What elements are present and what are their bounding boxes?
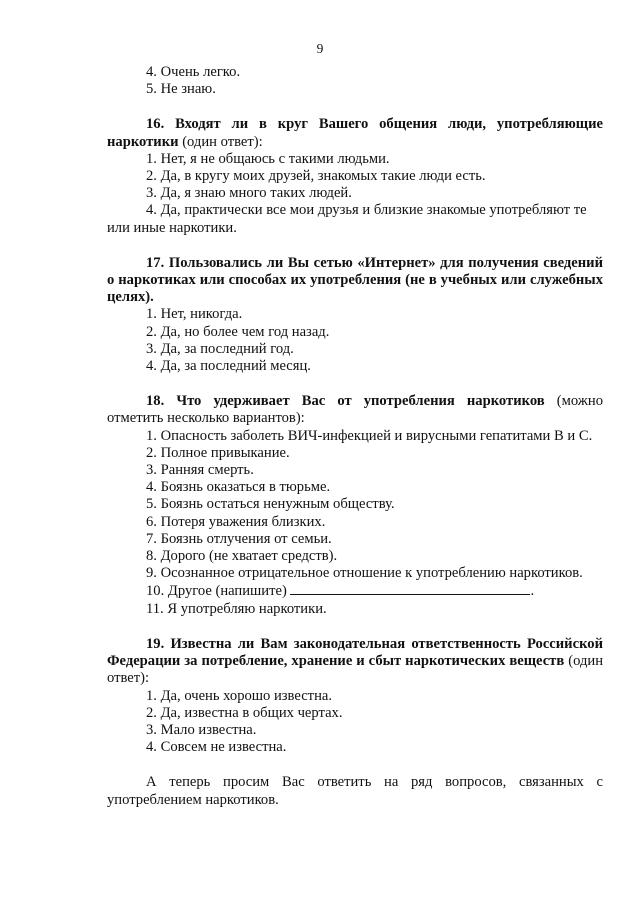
- question-17: [107, 255, 603, 307]
- option-other-label: 10. Другое (напишите): [146, 583, 287, 600]
- option-line: 4. Да, практически все мои друзья и близкие знакомые употребляют те: [146, 202, 587, 219]
- option-line: 3. Да, за последний год.: [146, 340, 294, 357]
- option-line: 4. Боязнь оказаться в тюрьме.: [146, 479, 331, 496]
- option-line: 5. Боязнь остаться ненужным обществу.: [146, 496, 395, 513]
- option-line: 7. Боязнь отлучения от семьи.: [146, 530, 332, 547]
- option-other: [107, 582, 603, 600]
- option-other-end: .: [530, 583, 535, 600]
- question-19-title: 19. Известна ли Вам законодательная ответственность Российской Федерации за потребление, хранение и сбыт наркотических веществ: [107, 635, 603, 670]
- page-content: [107, 64, 603, 809]
- option-line: 6. Потеря уважения близких.: [146, 513, 326, 530]
- option-line: 1. Нет, никогда.: [146, 306, 243, 323]
- question-17-title: 17. Пользовались ли Вы сетью «Интернет» для получения сведений о наркотиках или способах их употребления (не в учебных или служебных целях).: [107, 254, 603, 306]
- question-19: [107, 636, 603, 688]
- option-line: 2. Да, но более чем год назад.: [146, 323, 330, 340]
- option-line: 2. Да, в кругу моих друзей, знакомых такие люди есть.: [146, 168, 486, 185]
- question-16: [107, 116, 603, 150]
- question-18-note: (можно отметить несколько вариантов):: [107, 393, 603, 427]
- option-line: 3. Да, я знаю много таких людей.: [146, 185, 352, 202]
- option-line: 1. Нет, я не общаюсь с такими людьми.: [146, 150, 390, 167]
- option-line: 5. Не знаю.: [146, 81, 216, 98]
- option-line: 1. Опасность заболеть ВИЧ-инфекцией и вирусными гепатитами В и С.: [146, 427, 593, 444]
- option-line: 4. Да, за последний месяц.: [146, 358, 311, 375]
- option-continuation: или иные наркотики.: [107, 219, 237, 236]
- question-16-title: 16. Входят ли в круг Вашего общения люди, употребляющие наркотики: [107, 116, 603, 150]
- closing-paragraph: А теперь просим Вас ответить на ряд вопросов, связанных с употреблением наркотиков.: [107, 774, 603, 808]
- option-line: 2. Полное привыкание.: [146, 444, 290, 461]
- page-number: 9: [316, 41, 324, 56]
- question-18: [107, 393, 603, 427]
- question-19-note: (один ответ):: [107, 653, 603, 687]
- option-line: 2. Да, известна в общих чертах.: [146, 704, 343, 721]
- option-line: 3. Мало известна.: [146, 721, 257, 738]
- option-line: 1. Да, очень хорошо известна.: [146, 687, 332, 704]
- option-line: 11. Я употребляю наркотики.: [146, 600, 327, 617]
- option-line: 4. Очень легко.: [146, 64, 241, 80]
- option-line: 3. Ранняя смерть.: [146, 462, 254, 479]
- question-18-title: 18. Что удерживает Вас от употребления наркотиков: [146, 393, 545, 410]
- option-line: 9. Осознанное отрицательное отношение к употреблению наркотиков.: [146, 565, 583, 582]
- question-16-note: (один ответ):: [178, 133, 263, 150]
- option-line: 4. Совсем не известна.: [146, 739, 287, 756]
- write-in-blank[interactable]: [290, 582, 530, 595]
- option-line: 8. Дорого (не хватает средств).: [146, 548, 338, 565]
